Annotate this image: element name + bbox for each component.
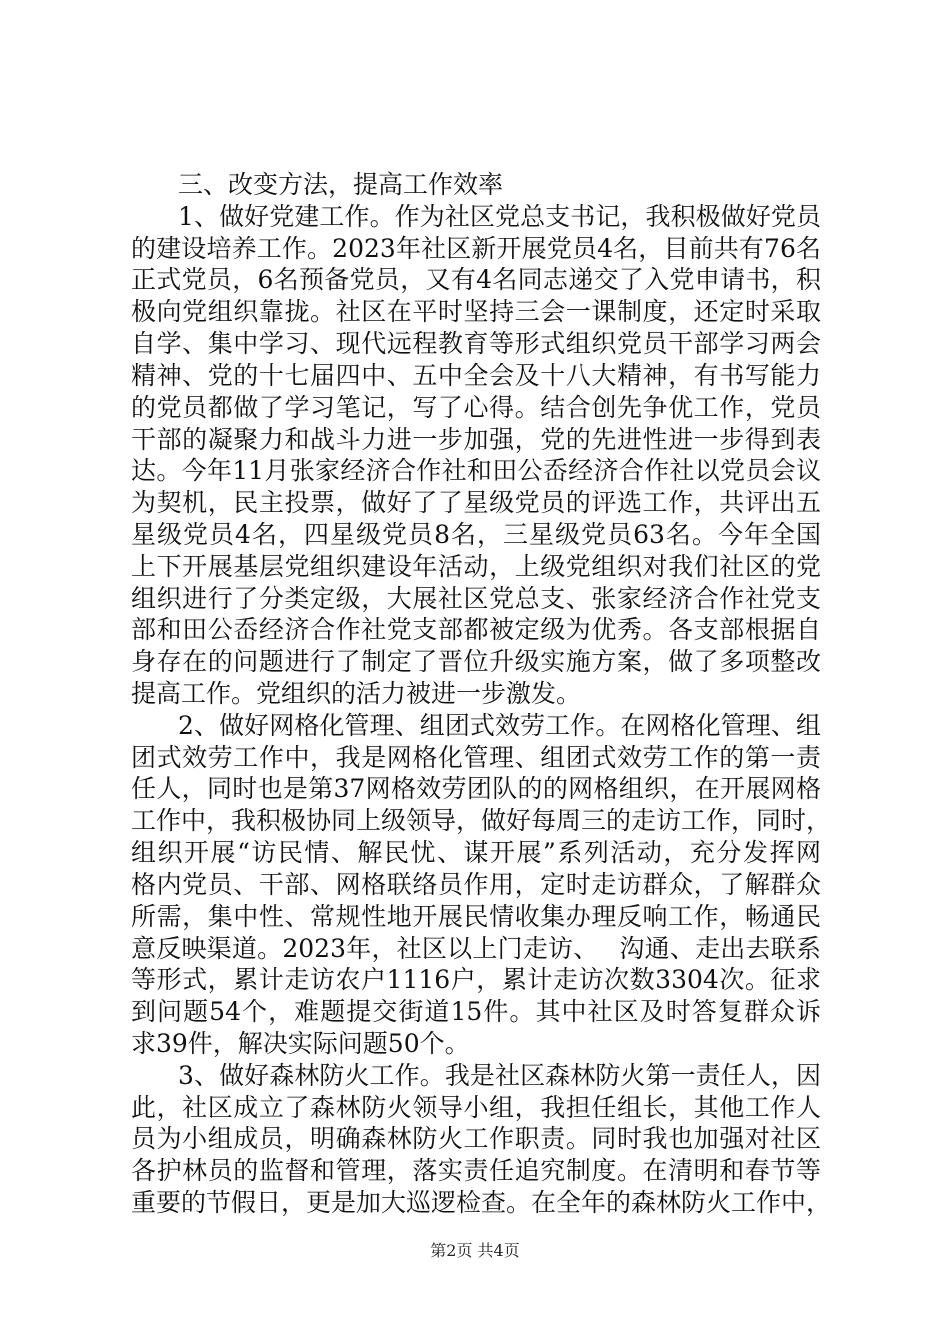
paragraph-line: 1、做好党建工作。作为社区党总支书记，我积极做好党员 <box>178 202 821 231</box>
paragraph-line: 员为小组成员，明确森林防火工作职责。同时我也加强对社区 <box>131 1124 821 1153</box>
paragraph-line: 求39件，解决实际问题50个。 <box>131 1029 470 1058</box>
paragraph-line: 极向党组织靠拢。社区在平时坚持三会一课制度，还定时采取 <box>131 297 821 326</box>
paragraph-line: 组织进行了分类定级，大展社区党总支、张家经济合作社党支 <box>131 584 821 613</box>
paragraph-line: 3、做好森林防火工作。我是社区森林防火第一责任人，因 <box>178 1061 821 1090</box>
paragraph-line: 身存在的问题进行了制定了晋位升级实施方案，做了多项整改 <box>131 647 821 676</box>
paragraph-line: 此，社区成立了森林防火领导小组，我担任组长，其他工作人 <box>131 1093 821 1122</box>
paragraph-line: 等形式，累计走访农户1116户，累计走访次数3304次。征求 <box>131 965 821 994</box>
paragraph-line: 任人，同时也是第37网格效劳团队的的网格组织，在开展网格 <box>131 774 821 803</box>
paragraph-line: 到问题54个，难题提交街道15件。其中社区及时答复群众诉 <box>131 997 821 1026</box>
paragraph-line: 正式党员，6名预备党员，又有4名同志递交了入党申请书，积 <box>131 265 821 294</box>
paragraph-line: 工作中，我积极协同上级领导，做好每周三的走访工作，同时， <box>131 806 832 835</box>
paragraph-line: 团式效劳工作中，我是网格化管理、组团式效劳工作的第一责 <box>131 743 821 772</box>
paragraph-line: 组织开展“访民情、解民忧、谋开展”系列活动，充分发挥网 <box>131 838 821 867</box>
paragraph-line: 意反映渠道。2023年，社区以上门走访、 沟通、走出去联系 <box>131 934 821 963</box>
section-heading: 三、改变方法，提高工作效率 <box>178 170 504 199</box>
paragraph-line: 2、做好网格化管理、组团式效劳工作。在网格化管理、组 <box>178 711 821 740</box>
paragraph-line: 精神、党的十七届四中、五中全会及十八大精神，有书写能力 <box>131 361 821 390</box>
paragraph-line: 干部的凝聚力和战斗力进一步加强，党的先进性进一步得到表 <box>131 425 821 454</box>
paragraph-line: 部和田公岙经济合作社党支部都被定级为优秀。各支部根据自 <box>131 615 821 644</box>
paragraph-line: 达。今年11月张家经济合作社和田公岙经济合作社以党员会议 <box>131 456 821 485</box>
paragraph-line: 提高工作。党组织的活力被进一步激发。 <box>131 679 582 708</box>
paragraph-line: 星级党员4名，四星级党员8名，三星级党员63名。今年全国 <box>131 520 821 549</box>
paragraph-line: 自学、集中学习、现代远程教育等形式组织党员干部学习两会 <box>131 329 821 358</box>
page-number-footer: 第2页 共4页 <box>430 1241 520 1260</box>
paragraph-line: 的建设培养工作。2023年社区新开展党员4名，目前共有76名 <box>131 234 821 263</box>
paragraph-line: 重要的节假日，更是加大巡逻检查。在全年的森林防火工作中， <box>131 1188 832 1217</box>
paragraph-line: 的党员都做了学习笔记，写了心得。结合创先争优工作，党员 <box>131 393 821 422</box>
paragraph-line: 各护林员的监督和管理，落实责任追究制度。在清明和春节等 <box>131 1156 821 1185</box>
paragraph-line: 为契机，民主投票，做好了了星级党员的评选工作，共评出五 <box>131 488 821 517</box>
paragraph-line: 所需，集中性、常规性地开展民情收集办理反响工作，畅通民 <box>131 902 821 931</box>
paragraph-line: 格内党员、干部、网格联络员作用，定时走访群众，了解群众 <box>131 870 821 899</box>
paragraph-line: 上下开展基层党组织建设年活动，上级党组织对我们社区的党 <box>131 552 821 581</box>
